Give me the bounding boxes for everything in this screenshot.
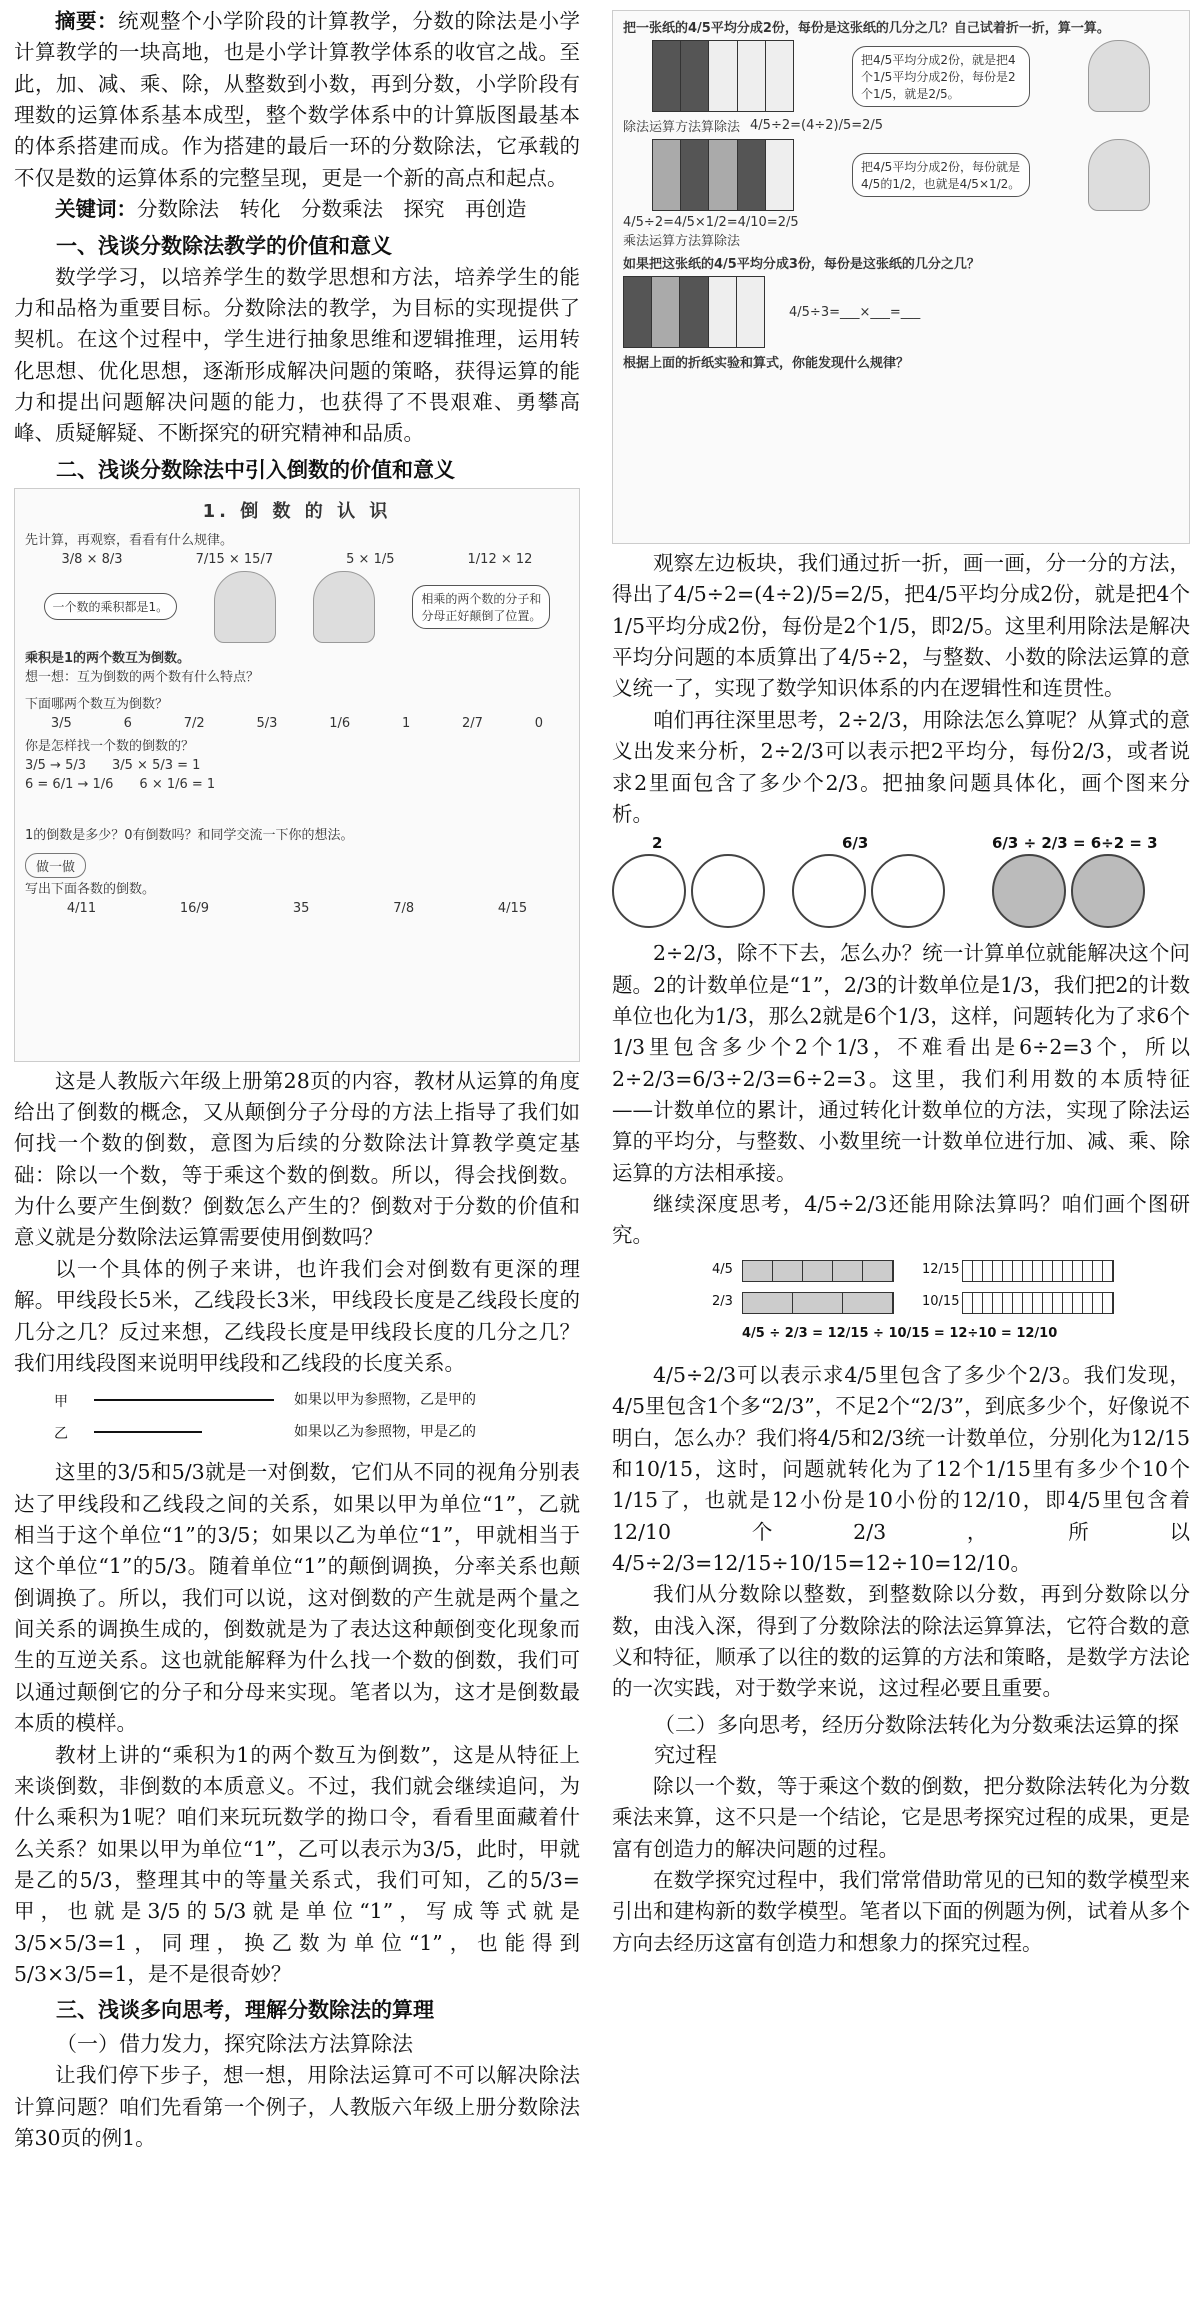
keywords-label: 关键词：: [55, 197, 137, 222]
abstract: [14, 6, 580, 194]
right-paragraph-1: 观察左边板块，我们通过折一折，画一画，分一分的方法，得出了4/5÷2=(4÷2)/5=2/5，把4/5平均分成2份，就是把4个1/5平均分成2份，每份是2个1/5，即2/5。这里利用除法是解决平均分问题的本质算出了4/5÷2，与整数、小数的除法运算的意义统一了，实现了数学知识体系的内在逻辑性和连贯性。: [612, 551, 1190, 701]
section-3-heading: 三、浅谈多向思考，理解分数除法的算理: [56, 1998, 434, 2023]
bar-23: [742, 1292, 894, 1314]
paper-strip-2: [652, 139, 794, 211]
bar-equation: 4/5 ÷ 2/3 = 12/15 ÷ 10/15 = 12÷10 = 12/10: [742, 1325, 1058, 1341]
bar-label-1015: 10/15: [922, 1293, 960, 1309]
tb2-caption-1: 除法运算方法算除法: [623, 120, 741, 135]
definition: 乘积是1的两个数互为倒数。: [25, 650, 191, 666]
segment-yi: [94, 1431, 202, 1433]
segment-jia: [94, 1399, 274, 1401]
think-prompt: 想一想：互为倒数的两个数有什么特点？: [25, 669, 260, 685]
tb2-question: 把一张纸的4/5平均分成2份，每份是这张纸的几分之几？自己试着折一折，算一算。: [623, 21, 1110, 36]
right-paragraph-2: 咱们再往深里思考，2÷2/3，用除法怎么算呢？从算式的意义出发来分析，2÷2/3可以表示把2平均分，每份2/3，或者说求2里面包含了多少个2/3。把抽象问题具体化，画个图来分析。: [612, 707, 1190, 826]
tb2-footer: 根据上面的折纸实验和算式，你能发现什么规律？: [623, 356, 910, 371]
do-label: 做一做: [25, 853, 86, 878]
abstract-label: 摘要：: [55, 9, 119, 33]
bar-45: [742, 1260, 894, 1282]
abstract-text: 统观整个小学阶段的计算教学，分数的除法是小学计算教学的一块高地，也是小学计算教学体系的收官之战。至此，加、减、乘、除，从整数到小数，再到分数，小学阶段有理数的运算体系基本成型，整个数学体系中的计算版图最基本的体系搭建而成。作为搭建的最后一环的分数除法，它承载的不仅是数的运算体系的完整呈现，更是一个新的高点和起点。: [14, 9, 580, 190]
circle-label-63: 6/3: [842, 834, 869, 853]
circle-label-2: 2: [652, 834, 663, 853]
right-paragraph-8: 在数学探究过程中，我们常常借助常见的已知的数学模型来引出和建构新的数学模型。笔者以下面的例题为例，试着从多个方向去经历这富有创造力和想象力的探究过程。: [612, 1867, 1190, 1955]
circle-equation: 6/3 ÷ 2/3 = 6÷2 = 3: [992, 834, 1158, 853]
example-question: 下面哪两个数互为倒数？: [25, 696, 169, 712]
tb2-bubble-2: 把4/5平均分成2份，每份就是4/5的1/2，也就是4/5×1/2。: [852, 153, 1030, 197]
textbook-prompt: 先计算，再观察，看看有什么规律。: [25, 532, 234, 548]
segment-figure: [14, 1383, 580, 1453]
bar-1215: [962, 1260, 1114, 1282]
circle-pair-3: [992, 854, 1145, 932]
bar-label-23: 2/3: [712, 1293, 733, 1309]
product-examples: 3/8 × 8/3 7/15 × 15/7 5 × 1/5 1/12 × 12: [61, 551, 533, 567]
section-1-paragraph: 数学学习，以培养学生的数学思想和方法，培养学生的能力和品格为重要目标。分数除法的教学，为目标的实现提供了契机。在这个过程中，学生进行抽象思维和逻辑推理，运用转化思想、优化思想，逐渐形成解决问题的策略，获得运算的能力和提出问题解决问题的能力，也获得了不畏艰难、勇攀高峰、质疑解疑、不断探究的研究精神和品质。: [14, 264, 580, 446]
textbook-figure-reciprocal: [14, 488, 580, 1062]
speech-bubble-left: 一个数的乘积都是1。: [44, 593, 178, 620]
girl-illustration: [313, 571, 375, 643]
tb2-caption-2: 乘法运算方法算除法: [623, 234, 741, 249]
paragraph-3: 以一个具体的例子来讲，也许我们会对倒数有更深的理解。甲线段长5米，乙线段长3米，甲线段长度是乙线段长度的几分之几？反过来想，乙线段长度是甲线段长度的几分之几？我们用线段图来说明甲线段和乙线段的长度关系。: [14, 1256, 580, 1375]
tb2-equation-1: 4/5÷2=(4÷2)/5=2/5: [750, 118, 884, 133]
find-prompt: 你是怎样找一个数的倒数的？: [25, 738, 195, 754]
paragraph-4: 这里的3/5和5/3就是一对倒数，它们从不同的视角分别表达了甲线段和乙线段之间的关系，如果以甲为单位“1”，乙就相当于这个单位“1”的3/5；如果以乙为单位“1”，甲就相当于这个单位“1”的5/3。随着单位“1”的颠倒调换，分率关系也颠倒调换了。所以，我们可以说，这对倒数的产生就是两个量之间关系的调换生成的，倒数就是为了表达这种颠倒变化现象而生的互逆关系。这也就能解释为什么找一个数的倒数，我们可以通过颠倒它的分子和分母来实现。笔者以为，这才是倒数最本质的模样。: [14, 1460, 580, 1736]
textbook-figure-division: [612, 10, 1190, 544]
keywords: [14, 194, 580, 225]
kids-row: [25, 571, 569, 643]
ask-prompt: 1的倒数是多少？0有倒数吗？和同学交流一下你的想法。: [25, 827, 354, 843]
circle-pair-1: [612, 854, 765, 932]
bar-figure: [612, 1256, 1190, 1356]
tb2-question-2: 如果把这张纸的4/5平均分成3份，每份是这张纸的几分之几？: [623, 257, 980, 272]
tb2-bubble-1: 把4/5平均分成2份，就是把4个1/5平均分成2份，每份是2个1/5，就是2/5。: [852, 46, 1030, 107]
segment-jia-label: 甲: [54, 1394, 68, 1411]
paper-strip-3: [623, 276, 765, 348]
segment-yi-label: 乙: [54, 1426, 68, 1443]
section-1-heading: 一、浅谈分数除法教学的价值和意义: [56, 233, 392, 258]
right-column: [612, 6, 1190, 1959]
right-section-heading: （二）多向思考，经历分数除法转化为分数乘法运算的探究过程: [654, 1712, 1179, 1767]
textbook-title: 1. 倒 数 的 认 识: [202, 500, 392, 522]
girl-illustration-2: [1088, 139, 1150, 211]
do-numbers: 4/11 16/9 35 7/8 4/15: [66, 900, 528, 916]
tb2-equation-2: 4/5÷2=4/5×1/2=4/10=2/5: [623, 215, 799, 230]
tb2-caption-row-1: [623, 116, 1179, 135]
paragraph-5: 教材上讲的“乘积为1的两个数互为倒数”，这是从特征上来谈倒数，非倒数的本质意义。不过，我们就会继续追问，为什么乘积为1呢？咱们来玩玩数学的拗口令，看看里面藏着什么关系？如果以甲为单位“1”，乙可以表示为3/5，此时，甲就是乙的5/3，整理其中的等量关系式，我们可知，乙的5/3=甲，也就是3/5的5/3就是单位“1”，写成等式就是3/5×5/3=1，同理，换乙数为单位“1”，也能得到5/3×3/5=1，是不是很奇妙？: [14, 1742, 580, 1987]
section-2-heading: 二、浅谈分数除法中引入倒数的价值和意义: [56, 457, 455, 482]
circle-figure: [612, 834, 1190, 934]
paper-strip-1: [652, 40, 794, 112]
segment-note-1: 如果以甲为参照物，乙是甲的: [294, 1392, 476, 1409]
worked-examples: 3/5 → 5/3 3/5 × 5/3 = 1 6 = 6/1 → 1/6 6 × 1/6 = 1: [25, 757, 216, 792]
right-paragraph-7: 除以一个数，等于乘这个数的倒数，把分数除法转化为分数乘法来算，这不只是一个结论，它是思考探究过程的成果，更是富有创造力的解决问题的过程。: [612, 1773, 1190, 1861]
bar-1015: [962, 1292, 1114, 1314]
speech-bubble-right: 相乘的两个数的分子和分母正好颠倒了位置。: [412, 585, 550, 629]
tb2-equation-3: 4/5÷3=___×___=___: [789, 304, 921, 320]
tb2-row1: [623, 40, 1179, 112]
bar-label-1215: 12/15: [922, 1261, 960, 1277]
keywords-text: 分数除法 转化 分数乘法 探究 再创造: [137, 197, 527, 222]
tb2-row3: [623, 276, 1179, 348]
boy-illustration: [214, 571, 276, 643]
left-column: [14, 6, 580, 2154]
tb2-row2: [623, 139, 1179, 211]
section-3a-heading: （一）借力发力，探究除法方法算除法: [56, 2032, 413, 2057]
do-question: 写出下面各数的倒数。: [25, 881, 156, 897]
right-paragraph-6: 我们从分数除以整数，到整数除以分数，再到分数除以分数，由浅入深，得到了分数除法的除法运算算法，它符合数的意义和特征，顺承了以往的数的运算的方法和策略，是数学方法论的一次实践，对于数学来说，这过程必要且重要。: [612, 1582, 1190, 1701]
paragraph-6: 让我们停下步子，想一想，用除法运算可不可以解决除法计算问题？咱们先看第一个例子，人教版六年级上册分数除法第30页的例1。: [14, 2063, 580, 2151]
right-paragraph-3: 2÷2/3，除不下去，怎么办？统一计算单位就能解决这个问题。2的计数单位是“1”，2/3的计数单位是1/3，我们把2的计数单位也化为1/3，那么2就是6个1/3，这样，问题转化为了求6个1/3里包含多少个2个1/3，不难看出是6÷2=3个，所以2÷2/3=6/3÷2/3=6÷2=3。这里，我们利用数的本质特征——计数单位的累计，通过转化计数单位的方法，实现了除法运算的平均分，与整数、小数里统一计数单位进行加、减、乘、除运算的方法相承接。: [612, 941, 1190, 1185]
circle-pair-2: [792, 854, 945, 932]
paragraph-2: 这是人教版六年级上册第28页的内容，教材从运算的角度给出了倒数的概念，又从颠倒分子分母的方法上指导了我们如何找一个数的倒数，意图为后续的分数除法计算教学奠定基础：除以一个数，等于乘这个数的倒数。所以，得会找倒数。为什么要产生倒数？倒数怎么产生的？倒数对于分数的价值和意义就是分数除法运算需要使用倒数吗？: [14, 1068, 580, 1250]
right-paragraph-4: 继续深度思考，4/5÷2/3还能用除法算吗？咱们画个图研究。: [612, 1192, 1190, 1248]
example-numbers: 3/5 6 7/2 5/3 1/6 1 2/7 0: [50, 715, 544, 731]
segment-note-2: 如果以乙为参照物，甲是乙的: [294, 1424, 476, 1441]
bar-label-45: 4/5: [712, 1261, 733, 1277]
right-paragraph-5: 4/5÷2/3可以表示求4/5里包含了多少个2/3。我们发现，4/5里包含1个多“2/3”，不足2个“2/3”，到底多少个，好像说不明白，怎么办？我们将4/5和2/3统一计数单位，分别化为12/15和10/15，这时，问题就转化为了12个1/15里有多少个10个1/15了，也就是12小份是10小份的12/10，即4/5里包含着12/10个2/3，所以4/5÷2/3=12/15÷10/15=12÷10=12/10。: [612, 1362, 1190, 1575]
boy-illustration-2: [1088, 40, 1150, 112]
